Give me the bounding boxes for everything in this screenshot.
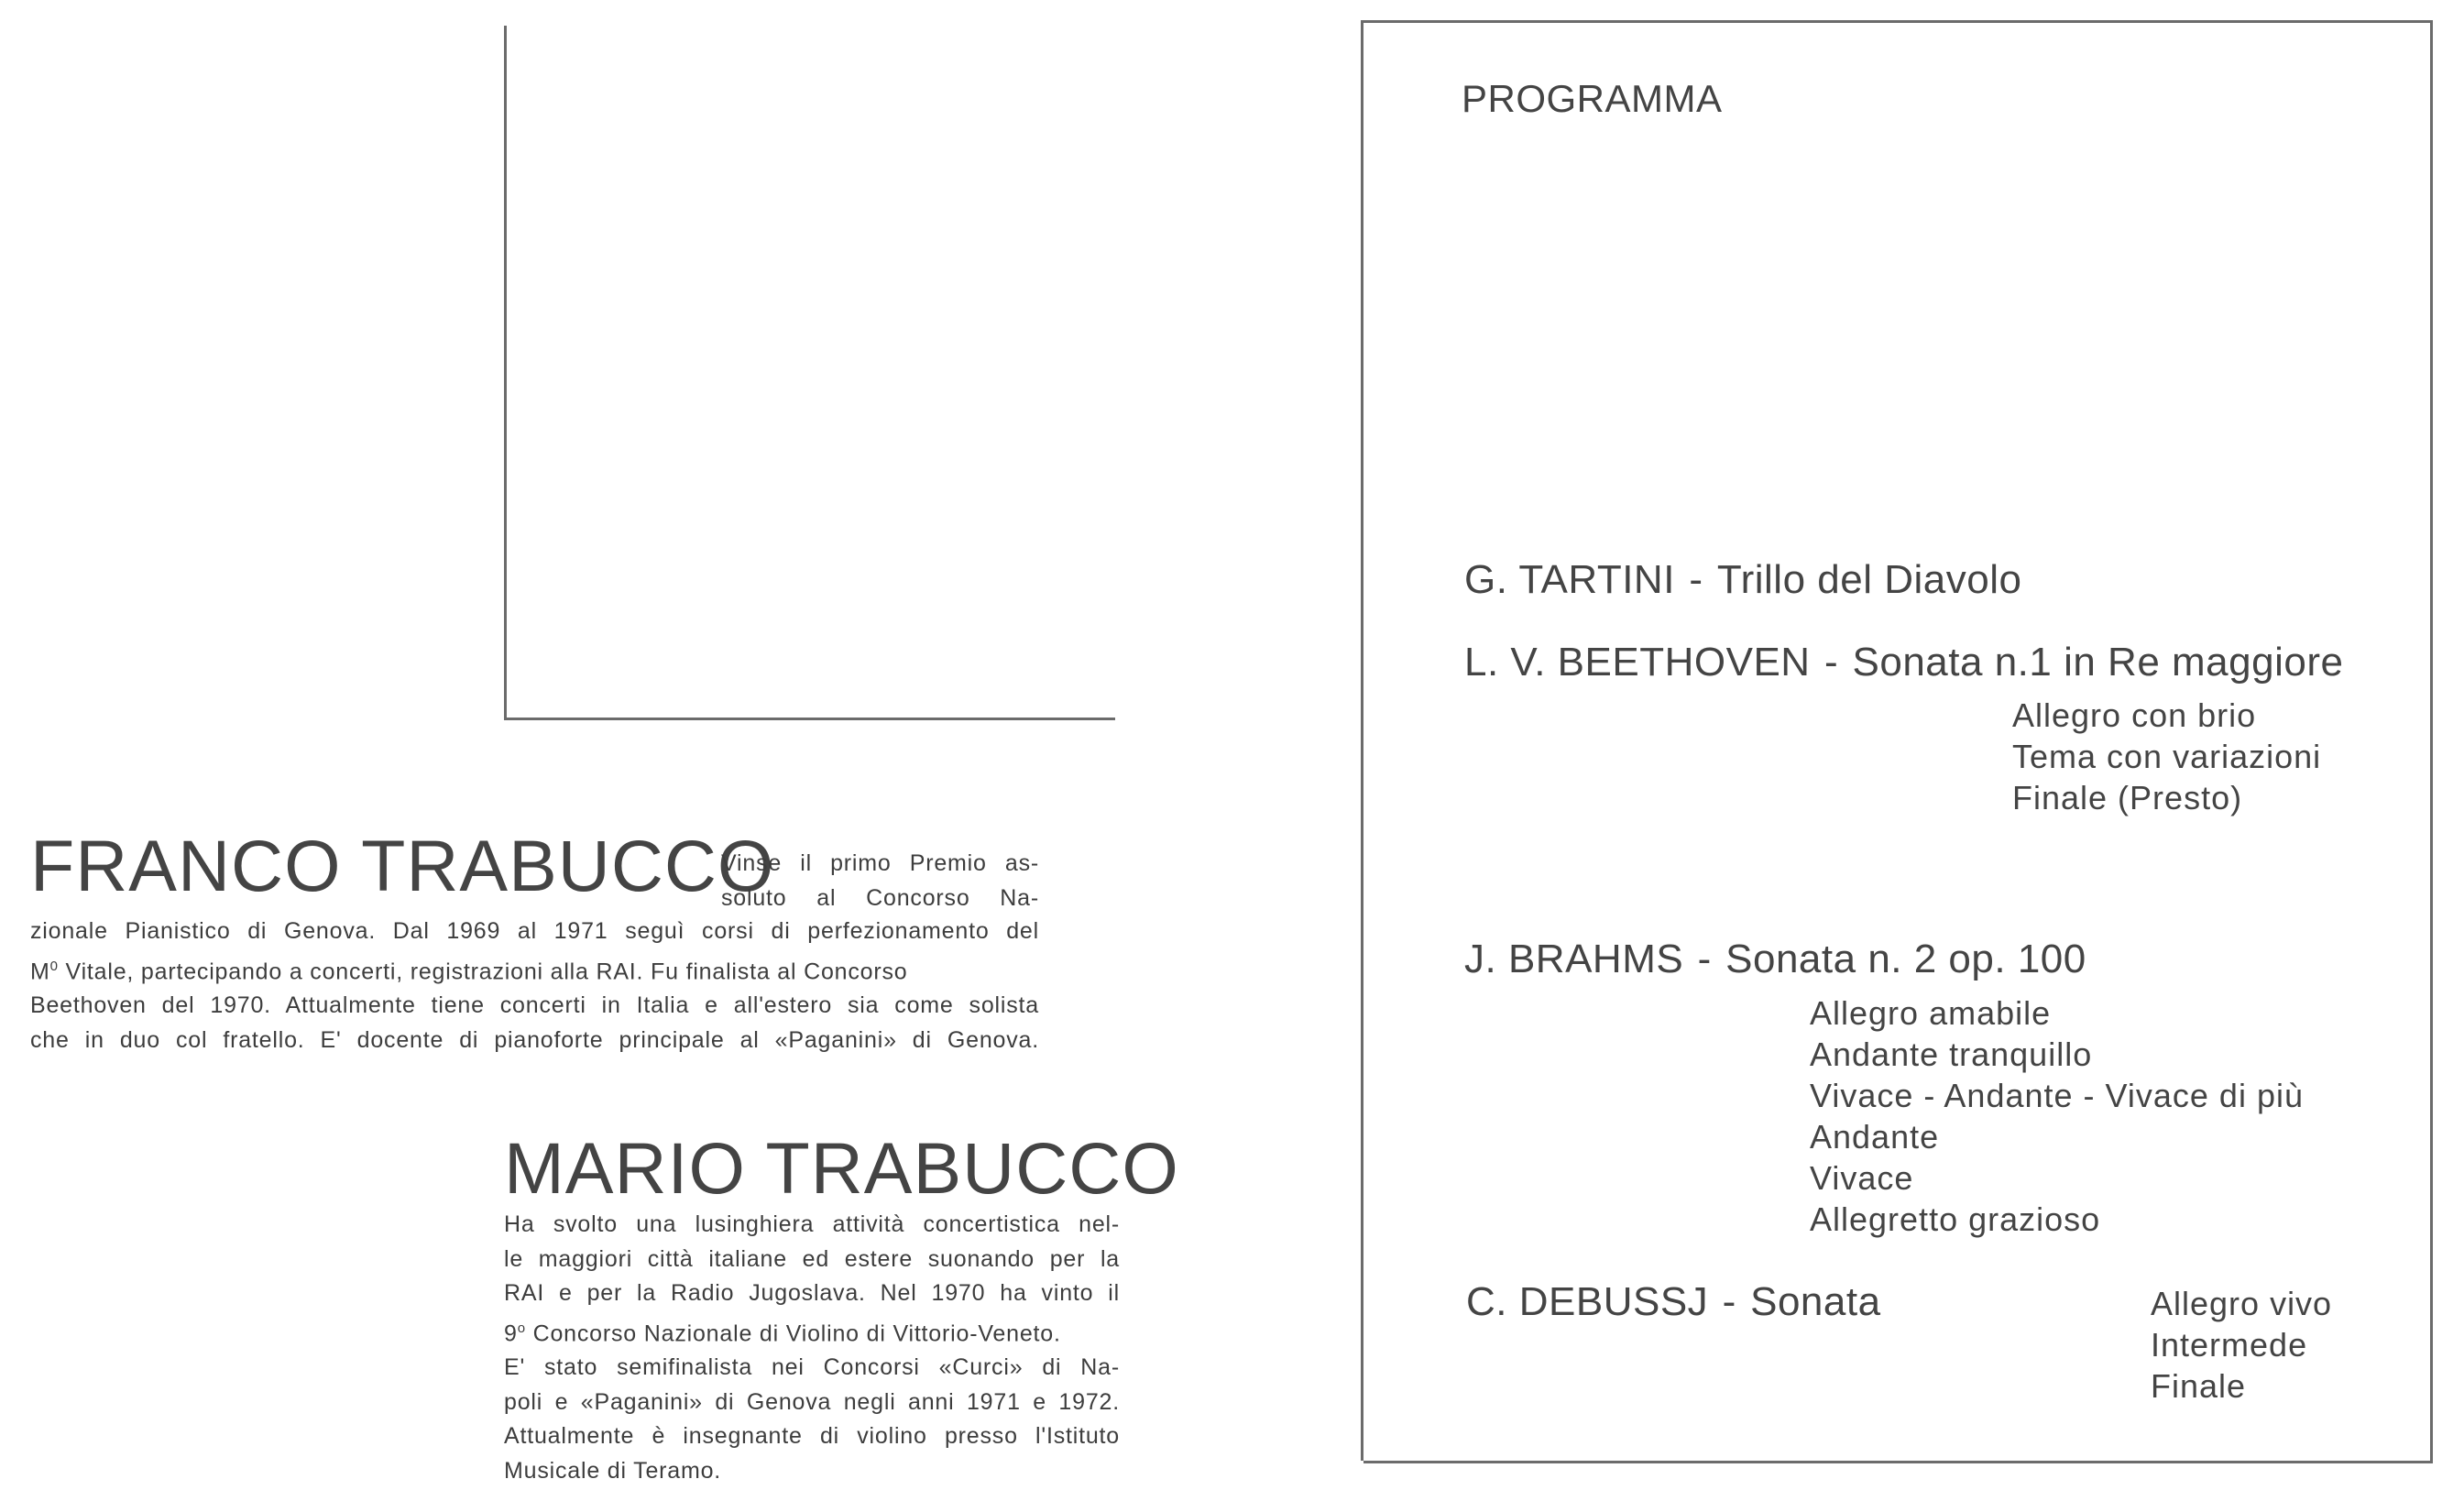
work-title: Trillo del Diavolo xyxy=(1716,557,2022,602)
movement: Allegro con brio xyxy=(2012,696,2257,734)
movement: Vivace xyxy=(1810,1159,1914,1197)
franco-trabucco-name: FRANCO TRABUCCO xyxy=(30,825,775,906)
movement: Intermede xyxy=(2151,1326,2308,1364)
movement: Vivace - Andante - Vivace di più xyxy=(1810,1077,2304,1114)
movement: Andante xyxy=(1810,1118,1940,1156)
program-entry-beethoven xyxy=(1464,640,2343,685)
ordinal-superscript: o xyxy=(517,1320,526,1336)
movement: Allegro vivo xyxy=(2151,1285,2333,1322)
ordinal-number: 9 xyxy=(504,1320,518,1346)
beethoven-movements xyxy=(2012,695,2321,818)
mario-bio-line: Musicale di Teramo. xyxy=(504,1457,722,1484)
movement: Allegretto grazioso xyxy=(1810,1200,2101,1238)
program-frame-bottom xyxy=(1363,1461,2433,1463)
program-entry-tartini xyxy=(1464,557,2021,603)
program-heading: PROGRAMMA xyxy=(1462,77,1723,120)
mario-bio-line xyxy=(504,1311,1120,1352)
mario-bio-line-text: Concorso Nazionale di Violino di Vittorio-Veneto. xyxy=(525,1320,1061,1346)
work-title: Sonata n.1 in Re maggiore xyxy=(1852,640,2344,685)
mario-bio-line: E' stato semifinalista nei Concorsi «Curci» di Na- xyxy=(504,1354,1120,1381)
franco-bio-line: soluto al Concorso Na- xyxy=(721,884,1039,911)
mario-bio-line: le maggiori città italiane ed estere suonando per la xyxy=(504,1245,1120,1272)
franco-bio-intro xyxy=(721,847,1039,915)
program-entry-debussy xyxy=(1466,1279,1881,1325)
franco-bio-line xyxy=(30,949,1039,990)
brahms-movements xyxy=(1810,992,2304,1240)
movement: Tema con variazioni xyxy=(2012,738,2322,775)
dash: - xyxy=(1689,557,1703,602)
program-entry-brahms xyxy=(1464,937,2086,982)
franco-bio-line: zionale Pianistico di Genova. Dal 1969 al 1971 seguì corsi di perfezionamento del xyxy=(30,918,1039,944)
program-frame-top xyxy=(1361,20,2433,23)
maestro-superscript: 0 xyxy=(49,958,59,974)
movement: Allegro amabile xyxy=(1810,994,2052,1032)
dash: - xyxy=(1697,937,1712,981)
mario-bio xyxy=(504,1208,1120,1488)
mario-bio-line: RAI e per la Radio Jugoslava. Nel 1970 ha vinto il xyxy=(504,1280,1120,1306)
mario-bio-line: Attualmente è insegnante di violino presso l'Istituto xyxy=(504,1423,1120,1450)
mario-trabucco-name: MARIO TRABUCCO xyxy=(504,1127,1179,1209)
franco-bio-line: che in duo col fratello. E' docente di pianoforte principale al «Paganini» di Genova. xyxy=(30,1026,1039,1053)
maestro-abbrev: M xyxy=(30,958,50,984)
work-title: Sonata n. 2 op. 100 xyxy=(1725,937,2086,981)
dash: - xyxy=(1722,1279,1736,1324)
work-title: Sonata xyxy=(1750,1279,1881,1324)
movement: Finale xyxy=(2151,1367,2247,1405)
dash: - xyxy=(1823,640,1839,685)
program-frame-right xyxy=(2430,20,2433,1463)
mario-bio-line: Ha svolto una lusinghiera attività concertistica nel- xyxy=(504,1211,1120,1237)
composer-name: G. TARTINI xyxy=(1464,557,1675,602)
program-frame-left xyxy=(1361,20,1363,1461)
mario-bio-line: poli e «Paganini» di Genova negli anni 1971 e 1972. xyxy=(504,1388,1120,1415)
debussy-movements xyxy=(2151,1283,2332,1407)
photo-frame-bottom-border xyxy=(504,718,1115,720)
franco-bio-line: Vinse il primo Premio as- xyxy=(721,850,1039,876)
composer-name: J. BRAHMS xyxy=(1464,937,1684,981)
movement: Andante tranquillo xyxy=(1810,1035,2093,1073)
composer-name: C. DEBUSSJ xyxy=(1466,1279,1709,1324)
franco-bio-line: Beethoven del 1970. Attualmente tiene concerti in Italia e all'estero sia come solista xyxy=(30,992,1039,1019)
franco-bio-line-text: Vitale, partecipando a concerti, registrazioni alla RAI. Fu finalista al Concorso xyxy=(58,958,908,984)
movement: Finale (Presto) xyxy=(2012,779,2243,816)
franco-bio-body xyxy=(30,915,1039,1057)
photo-frame-left-border xyxy=(504,26,507,718)
composer-name: L. V. BEETHOVEN xyxy=(1464,640,1811,685)
